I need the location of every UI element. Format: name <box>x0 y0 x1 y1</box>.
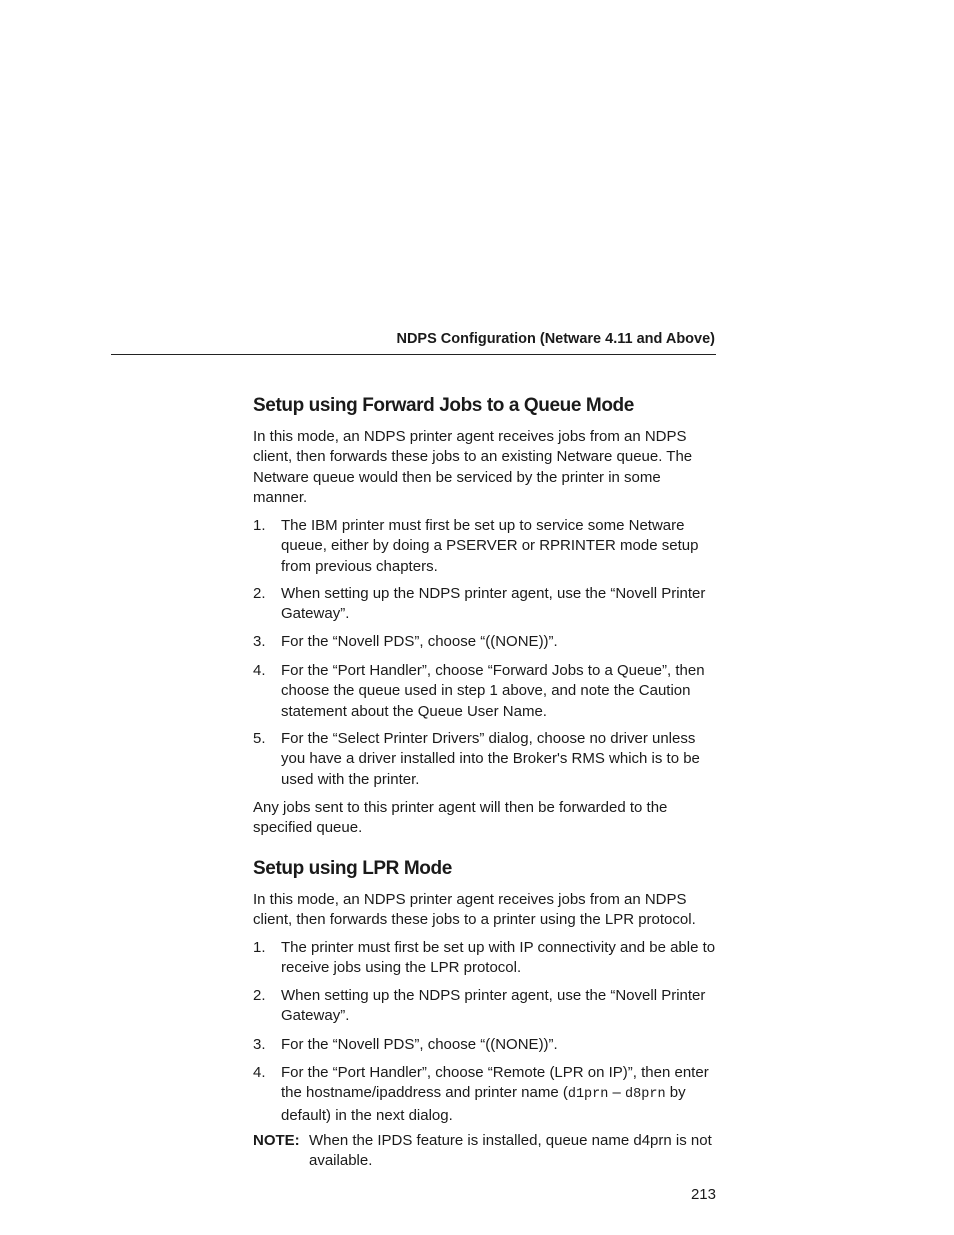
list-item-text: For the “Port Handler”, choose “Forward Jobs to a Queue”, then choose the queue used in step 1 above, and note the Caution statement about the Queue User Name. <box>281 662 705 720</box>
step4-text-a: For the “Port Handler”, choose “Remote (LPR on IP)”, then enter the hostname/ipaddress and printer name ( <box>281 1064 709 1102</box>
section1-intro: In this mode, an NDPS printer agent receives jobs from an NDPS client, then forwards these jobs to an existing Netware queue. The Netware queue would then be serviced by the printer in some manner. <box>253 428 693 506</box>
page-number: 213 <box>690 1186 716 1203</box>
list-item-number: 3. <box>253 1036 266 1053</box>
printer-name-code-first: d1prn <box>567 1087 609 1103</box>
section1-outro: Any jobs sent to this printer agent will then be forwarded to the specified queue. <box>253 799 668 837</box>
note <box>253 1131 718 1172</box>
list-item <box>253 1063 718 1126</box>
list-item-number: 2. <box>253 987 266 1004</box>
list-item-text <box>281 1063 718 1126</box>
list-item-number: 1. <box>253 517 266 534</box>
list-item <box>253 938 718 979</box>
list-item <box>253 729 718 790</box>
printer-name-code-last: d8prn <box>625 1087 666 1103</box>
list-item-number: 5. <box>253 730 266 747</box>
range-dash: – <box>608 1084 626 1102</box>
list-item-text: For the “Select Printer Drivers” dialog, choose no driver unless you have a driver installed into the Broker's RMS which is to be used with the printer. <box>281 730 700 788</box>
list-item <box>253 516 718 577</box>
list-item <box>253 584 718 625</box>
list-item <box>253 986 718 1027</box>
note-text: When the IPDS feature is installed, queue name d4prn is not available. <box>309 1132 712 1170</box>
list-item <box>253 632 718 652</box>
list-item-number: 1. <box>253 939 266 956</box>
header-rule <box>111 354 716 355</box>
list-item-number: 3. <box>253 633 266 650</box>
list-item-number: 4. <box>253 662 266 679</box>
step4-text-b: by default) in the next dialog. <box>281 1084 686 1124</box>
section-heading-forward-jobs: Setup using Forward Jobs to a Queue Mode <box>253 395 634 416</box>
list-item-text: For the “Novell PDS”, choose “((NONE))”. <box>281 1036 558 1053</box>
list-item <box>253 1035 718 1055</box>
list-item-text: When setting up the NDPS printer agent, use the “Novell Printer Gateway”. <box>281 585 706 623</box>
list-item <box>253 661 718 722</box>
section-heading-lpr: Setup using LPR Mode <box>253 858 452 879</box>
list-item-text: The IBM printer must first be set up to service some Netware queue, either by doing a PSERVER or RPRINTER mode setup from previous chapters. <box>281 517 699 575</box>
section2-intro: In this mode, an NDPS printer agent receives jobs from an NDPS client, then forwards these jobs to a printer using the LPR protocol. <box>253 891 696 929</box>
note-label: NOTE: <box>253 1132 300 1149</box>
list-item-text: When setting up the NDPS printer agent, use the “Novell Printer Gateway”. <box>281 987 706 1025</box>
list-item-text: For the “Novell PDS”, choose “((NONE))”. <box>281 633 558 650</box>
list-item-number: 4. <box>253 1064 266 1081</box>
running-head: NDPS Configuration (Netware 4.11 and Above) <box>396 331 715 347</box>
list-item-text: The printer must first be set up with IP connectivity and be able to receive jobs using the LPR protocol. <box>281 939 716 977</box>
list-item-number: 2. <box>253 585 266 602</box>
